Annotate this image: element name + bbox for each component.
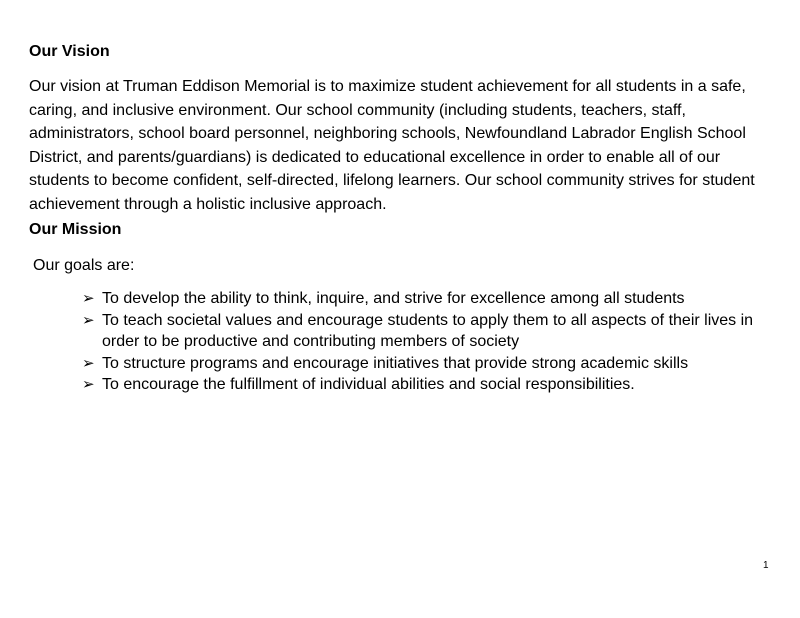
goal-text: To structure programs and encourage initiatives that provide strong academic skills xyxy=(102,354,689,372)
goal-text: To teach societal values and encourage students to apply them to all aspects of their lives in order to be productive and contributing members of society xyxy=(102,311,754,350)
goal-text: To develop the ability to think, inquire, and strive for excellence among all students xyxy=(102,290,685,307)
vision-paragraph: Our vision at Truman Eddison Memorial is to maximize student achievement for all students in a safe, caring, and inclusive environment. Our school community (including students, teachers, staff, administrators, school board personnel, neighboring schools, Newfoundland Labrador English School District, and parents/guardians) is dedicated to educational excellence in order to enable all of our students to become confident, self-directed, lifelong learners. Our school community strives for student achievement through a holistic inclusive approach. xyxy=(29,78,755,213)
arrow-bullet-icon: ➢ xyxy=(82,289,95,307)
page-number: 1 xyxy=(763,560,769,571)
goal-item xyxy=(82,353,772,375)
goals-intro: Our goals are: xyxy=(33,257,135,274)
arrow-bullet-icon: ➢ xyxy=(82,353,95,372)
arrow-bullet-icon: ➢ xyxy=(82,375,95,393)
goal-item xyxy=(82,310,772,353)
arrow-bullet-icon: ➢ xyxy=(82,310,95,329)
goal-item xyxy=(82,288,772,310)
vision-heading: Our Vision xyxy=(29,43,110,60)
mission-heading: Our Mission xyxy=(29,221,122,238)
goal-text: To encourage the fulfillment of individual abilities and social responsibilities. xyxy=(102,376,635,393)
goals-list xyxy=(82,288,772,396)
goal-item xyxy=(82,374,772,396)
